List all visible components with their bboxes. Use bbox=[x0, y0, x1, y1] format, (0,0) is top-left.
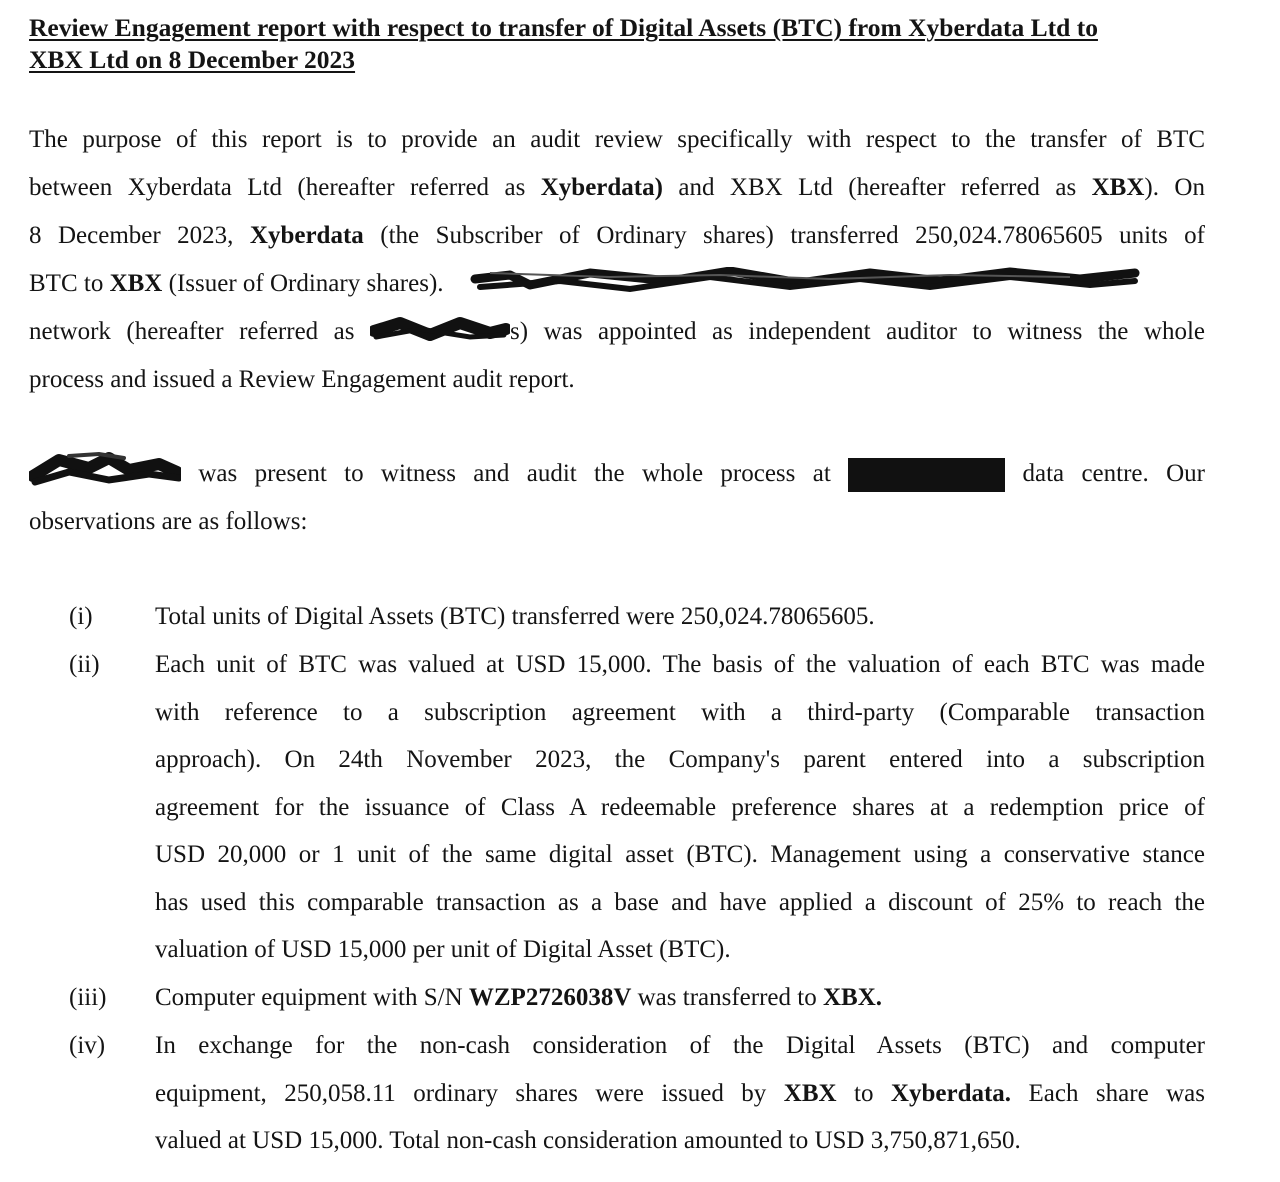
para1-line-5: network (hereafter referred as s) was appointed as independent auditor to witness the whole bbox=[29, 308, 1205, 356]
para2-line-2: observations are as follows: bbox=[29, 508, 308, 535]
para1-line-2: between Xyberdata Ltd (hereafter referred as Xyberdata) and XBX Ltd (hereafter referred as XBX). On bbox=[29, 174, 1205, 201]
xyberdata-bold: Xyberdata) bbox=[540, 174, 663, 201]
item-line: with reference to a subscription agreement with a third-party (Comparable transaction bbox=[155, 698, 1205, 726]
item-line: has used this comparable transaction as a base and have applied a discount of 25% to reach the bbox=[155, 888, 1205, 916]
item-line: Computer equipment with S/N WZP2726038V was transferred to XBX. bbox=[155, 984, 883, 1011]
redaction-scribble bbox=[470, 267, 1140, 297]
item-line: In exchange for the non-cash consideration of the Digital Assets (BTC) and computer bbox=[155, 1032, 1205, 1059]
item-line: valued at USD 15,000. Total non-cash consideration amounted to USD 3,750,871,650. bbox=[155, 1127, 1021, 1154]
serial-number: WZP2726038V bbox=[468, 984, 632, 1011]
item-line: Total units of Digital Assets (BTC) transferred were 250,024.78065605. bbox=[155, 603, 875, 630]
xbx-bold: XBX bbox=[1091, 174, 1145, 201]
presence-paragraph bbox=[29, 450, 1205, 546]
item-line: approach). On 24th November 2023, the Company's parent entered into a subscription bbox=[155, 746, 1205, 773]
item-number: (ii) bbox=[69, 651, 100, 678]
item-line: valuation of USD 15,000 per unit of Digital Asset (BTC). bbox=[155, 936, 731, 963]
redaction-box bbox=[848, 458, 1005, 492]
para1-line-4: BTC to XBX (Issuer of Ordinary shares). bbox=[29, 260, 1205, 308]
title-line-2: XBX Ltd on 8 December 2023 bbox=[29, 45, 356, 74]
purpose-paragraph bbox=[29, 116, 1205, 404]
item-number: (i) bbox=[69, 603, 93, 630]
item-line: equipment, 250,058.11 ordinary shares were issued by XBX to Xyberdata. Each share was bbox=[155, 1079, 1206, 1107]
para2-line-1: was present to witness and audit the whole process at data centre. Our bbox=[29, 450, 1205, 498]
para1-line-3: 8 December 2023, Xyberdata (the Subscriber of Ordinary shares) transferred 250,024.78065605 units of bbox=[29, 222, 1205, 249]
para1-line-1: The purpose of this report is to provide an audit review specifically with respect to the transfer of BTC bbox=[29, 126, 1205, 153]
redaction-scribble bbox=[29, 450, 181, 490]
redaction-scribble bbox=[370, 315, 510, 345]
para1-line-6: process and issued a Review Engagement audit report. bbox=[29, 366, 575, 393]
item-line: Each unit of BTC was valued at USD 15,000. The basis of the valuation of each BTC was made bbox=[155, 651, 1205, 678]
item-number: (iii) bbox=[69, 984, 107, 1011]
report-title bbox=[29, 12, 1214, 76]
item-number: (iv) bbox=[69, 1032, 106, 1059]
title-line-1: Review Engagement report with respect to transfer of Digital Assets (BTC) from Xyberdata Ltd to bbox=[29, 13, 1098, 42]
item-line: USD 20,000 or 1 unit of the same digital asset (BTC). Management using a conservative stance bbox=[155, 841, 1205, 868]
item-line: agreement for the issuance of Class A redeemable preference shares at a redemption price of bbox=[155, 793, 1205, 821]
